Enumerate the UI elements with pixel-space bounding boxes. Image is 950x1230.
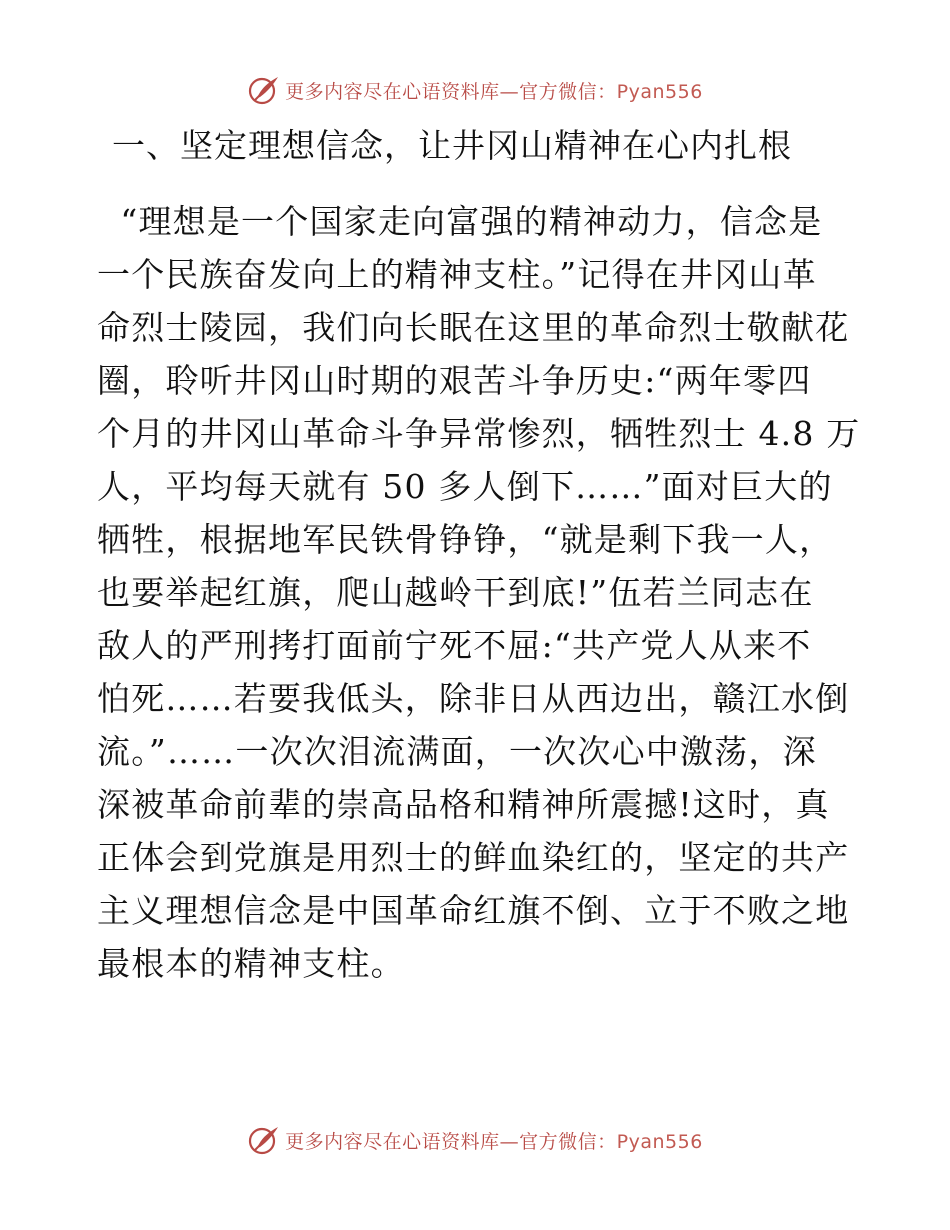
feather-pen-logo-icon — [247, 73, 281, 107]
paragraph-line: 正体会到党旗是用烈士的鲜血染红的，坚定的共产 — [97, 838, 850, 877]
section-heading: 一、坚定理想信念，让井冈山精神在心内扎根 — [112, 126, 792, 165]
header-watermark-banner — [0, 70, 950, 110]
paragraph-line: 最根本的精神支柱。 — [97, 944, 405, 983]
paragraph-line: 人，平均每天就有 50 多人倒下……”面对巨大的 — [97, 467, 833, 506]
paragraph-line: 也要举起红旗，爬山越岭干到底!”伍若兰同志在 — [97, 573, 814, 612]
paragraph-line: 个月的井冈山革命斗争异常惨烈，牺牲烈士 4.8 万 — [97, 414, 861, 453]
watermark-text: 更多内容尽在心语资料库—官方微信：Pyan556 — [285, 1130, 703, 1153]
paragraph-line: 牺牲，根据地军民铁骨铮铮，“就是剩下我一人， — [97, 520, 834, 559]
watermark-text: 更多内容尽在心语资料库—官方微信：Pyan556 — [285, 80, 703, 103]
wechat-id: Pyan556 — [616, 1130, 703, 1153]
wechat-id: Pyan556 — [616, 80, 703, 103]
paragraph-line: 深被革命前辈的崇高品格和精神所震撼!这时，真 — [97, 785, 830, 824]
paragraph-line: “理想是一个国家走向富强的精神动力，信念是 — [97, 202, 823, 241]
body-paragraph — [97, 195, 861, 990]
paragraph-line: 主义理想信念是中国革命红旗不倒、立于不败之地 — [97, 891, 850, 930]
paragraph-line: 怕死……若要我低头，除非日从西边出，赣江水倒 — [97, 679, 850, 718]
paragraph-line: 敌人的严刑拷打面前宁死不屈:“共产党人从来不 — [97, 626, 812, 665]
paragraph-line: 一个民族奋发向上的精神支柱。”记得在井冈山革 — [97, 255, 817, 294]
paragraph-line: 圈，聆听井冈山时期的艰苦斗争历史:“两年零四 — [97, 361, 812, 400]
paragraph-line: 命烈士陵园，我们向长眠在这里的革命烈士敬献花 — [97, 308, 850, 347]
footer-watermark-banner — [0, 1120, 950, 1160]
paragraph-line: 流。”……一次次泪流满面，一次次心中激荡，深 — [97, 732, 817, 771]
feather-pen-logo-icon — [247, 1123, 281, 1157]
